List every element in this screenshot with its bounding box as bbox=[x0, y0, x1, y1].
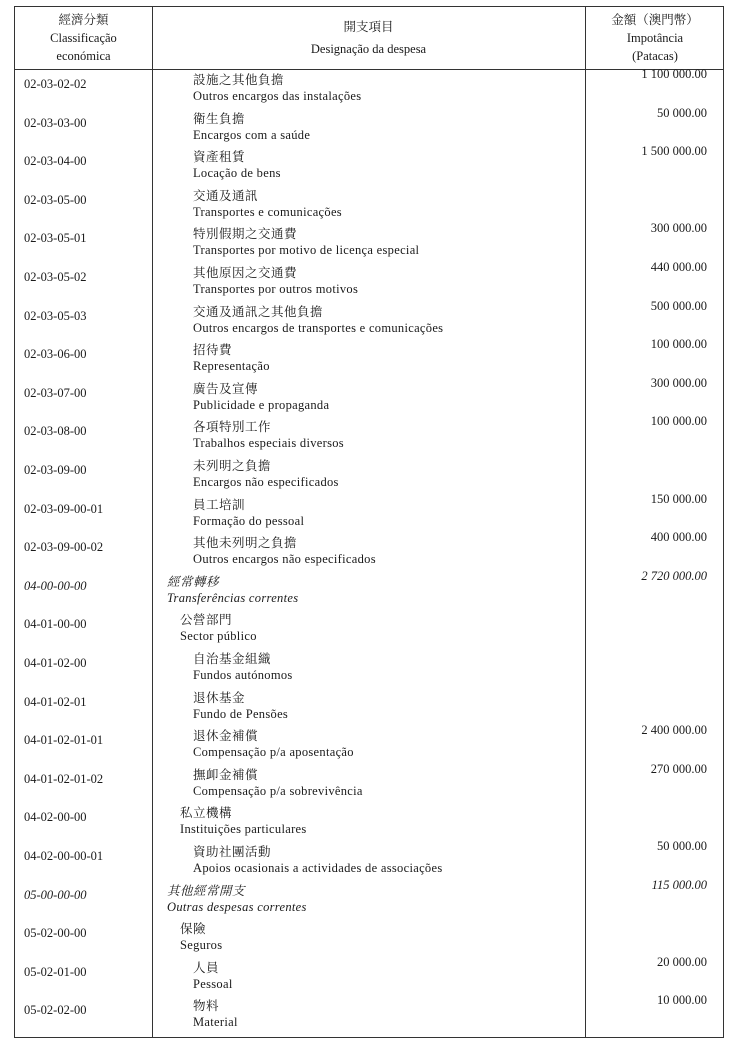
row-designation-zh: 人員 bbox=[193, 960, 220, 975]
row-amount: 50 000.00 bbox=[657, 839, 707, 853]
row-designation-pt: Apoios ocasionais a actividades de associações bbox=[193, 861, 443, 875]
row-designation-pt: Fundo de Pensões bbox=[193, 706, 289, 721]
row-code: 02-03-05-03 bbox=[24, 308, 87, 323]
row-amount: 400 000.00 bbox=[650, 530, 707, 545]
row-designation-zh: 保險 bbox=[180, 922, 207, 937]
table-row bbox=[15, 298, 723, 341]
table-row bbox=[15, 954, 723, 997]
header-designation bbox=[152, 7, 585, 69]
table-row bbox=[15, 839, 723, 881]
row-code: 02-03-02-02 bbox=[24, 77, 87, 91]
row-designation-zh: 員工培訓 bbox=[193, 497, 246, 512]
table-row bbox=[15, 803, 723, 842]
row-designation-zh: 公營部門 bbox=[180, 613, 233, 628]
row-designation-zh: 物料 bbox=[193, 999, 220, 1014]
table-row bbox=[15, 761, 723, 804]
row-amount: 2 400 000.00 bbox=[641, 723, 707, 738]
row-designation-pt: Fundos autónomos bbox=[193, 668, 293, 682]
row-code: 04-02-00-00 bbox=[24, 810, 87, 825]
row-designation-zh: 資產租賃 bbox=[193, 150, 246, 165]
header-designation-zh: 開支項目 bbox=[343, 20, 394, 34]
row-designation-zh: 設施之其他負擔 bbox=[193, 73, 285, 87]
row-designation-pt: Material bbox=[193, 1015, 238, 1030]
row-designation-zh: 資助社團活動 bbox=[193, 845, 272, 859]
header-amount-pt: Impotância bbox=[626, 31, 684, 45]
row-code: 02-03-06-00 bbox=[24, 347, 87, 362]
row-designation-zh: 衛生負擔 bbox=[193, 111, 246, 126]
row-amount: 150 000.00 bbox=[650, 491, 707, 506]
row-amount: 2 720 000.00 bbox=[641, 568, 707, 583]
row-code: 04-01-00-00 bbox=[24, 617, 87, 632]
row-designation-pt: Representação bbox=[193, 359, 270, 374]
header-amount-unit: (Patacas) bbox=[632, 49, 678, 63]
row-code: 02-03-08-00 bbox=[24, 424, 87, 439]
header-classification-pt: Classificação bbox=[50, 31, 117, 45]
table-row bbox=[15, 337, 723, 379]
table-row bbox=[15, 375, 723, 418]
row-amount: 500 000.00 bbox=[650, 298, 707, 313]
row-amount: 10 000.00 bbox=[657, 993, 707, 1008]
row-designation-pt: Sector público bbox=[180, 629, 257, 644]
row-code: 02-03-04-00 bbox=[24, 154, 87, 169]
row-designation-pt: Pessoal bbox=[193, 976, 233, 991]
budget-table bbox=[14, 6, 724, 1038]
row-designation-pt: Compensação p/a sobrevivência bbox=[193, 783, 363, 798]
row-amount: 440 000.00 bbox=[650, 260, 707, 274]
table-row bbox=[15, 491, 723, 534]
header-designation-pt: Designação da despesa bbox=[310, 42, 427, 56]
table-row bbox=[15, 260, 723, 302]
row-designation-zh: 私立機構 bbox=[180, 806, 233, 821]
row-amount: 1 500 000.00 bbox=[641, 144, 707, 159]
table-row bbox=[15, 414, 723, 456]
row-amount: 100 000.00 bbox=[650, 414, 707, 429]
row-code: 02-03-05-01 bbox=[24, 231, 87, 246]
row-code: 05-02-00-00 bbox=[24, 926, 87, 941]
table-row bbox=[15, 877, 723, 920]
table-row bbox=[15, 993, 723, 1035]
header-classification-pt2: económica bbox=[56, 49, 111, 63]
header-amount bbox=[585, 7, 725, 69]
row-designation-pt: Compensação p/a aposentação bbox=[193, 745, 354, 760]
row-amount: 115 000.00 bbox=[651, 877, 707, 892]
row-code: 02-03-09-00-02 bbox=[24, 540, 104, 555]
row-code: 02-03-03-00 bbox=[24, 115, 87, 130]
row-code: 04-01-02-00 bbox=[24, 656, 87, 670]
row-code: 02-03-05-00 bbox=[24, 192, 87, 207]
row-code: 02-03-07-00 bbox=[24, 385, 87, 400]
row-code: 04-01-02-01-01 bbox=[24, 733, 104, 748]
table-row bbox=[15, 67, 723, 109]
table-row bbox=[15, 688, 723, 727]
row-designation-pt: Transportes por motivo de licença especial bbox=[193, 243, 420, 258]
row-designation-zh: 其他未列明之負擔 bbox=[193, 536, 298, 551]
row-designation-zh: 退休基金 bbox=[193, 690, 246, 705]
row-code: 05-02-01-00 bbox=[24, 964, 87, 979]
header-classification bbox=[15, 7, 152, 69]
row-designation-zh: 各項特別工作 bbox=[193, 420, 272, 435]
row-designation-pt: Transportes e comunicações bbox=[193, 204, 342, 219]
row-designation-zh: 未列明之負擔 bbox=[193, 459, 272, 473]
table-row bbox=[15, 221, 723, 263]
table-row bbox=[15, 568, 723, 611]
row-code: 02-03-05-02 bbox=[24, 270, 87, 284]
table-row bbox=[15, 144, 723, 186]
row-amount: 50 000.00 bbox=[657, 105, 707, 120]
row-designation-pt: Locação de bens bbox=[193, 166, 281, 181]
row-amount: 300 000.00 bbox=[650, 375, 707, 390]
table-row bbox=[15, 723, 723, 765]
row-code: 02-03-09-00 bbox=[24, 463, 87, 477]
row-amount: 270 000.00 bbox=[650, 761, 707, 776]
row-designation-pt: Outros encargos não especificados bbox=[193, 552, 376, 567]
table-row bbox=[15, 530, 723, 572]
row-code: 05-00-00-00 bbox=[24, 887, 87, 902]
row-designation-pt: Encargos com a saúde bbox=[193, 127, 311, 142]
table-row bbox=[15, 105, 723, 148]
row-designation-pt: Outras despesas correntes bbox=[167, 899, 307, 914]
row-designation-zh: 特別假期之交通費 bbox=[193, 227, 298, 242]
row-designation-zh: 招待費 bbox=[193, 343, 233, 358]
row-designation-pt: Publicidade e propaganda bbox=[193, 397, 330, 412]
row-designation-zh: 其他原因之交通費 bbox=[193, 266, 298, 280]
header-amount-zh: 金額（澳門幣） bbox=[611, 13, 699, 27]
row-designation-zh: 經常轉移 bbox=[167, 574, 220, 589]
row-code: 04-01-02-01-02 bbox=[24, 771, 104, 786]
row-designation-zh: 交通及通訊之其他負擔 bbox=[193, 304, 324, 319]
row-amount: 20 000.00 bbox=[657, 954, 707, 969]
table-row bbox=[15, 610, 723, 649]
row-designation-zh: 廣告及宣傳 bbox=[193, 381, 259, 396]
row-designation-pt: Transferências correntes bbox=[167, 590, 299, 605]
row-code: 04-02-00-00-01 bbox=[24, 849, 104, 863]
table-row bbox=[15, 649, 723, 688]
row-code: 02-03-09-00-01 bbox=[24, 501, 104, 516]
row-designation-pt: Instituições particulares bbox=[180, 822, 307, 837]
row-designation-zh: 其他經常開支 bbox=[167, 883, 246, 898]
row-designation-pt: Seguros bbox=[180, 938, 223, 953]
header-classification-zh: 經濟分類 bbox=[58, 13, 109, 27]
row-amount: 100 000.00 bbox=[650, 337, 707, 352]
row-designation-pt: Outros encargos das instalações bbox=[193, 89, 362, 103]
table-row bbox=[15, 186, 723, 225]
row-designation-pt: Transportes por outros motivos bbox=[193, 282, 359, 296]
table-row bbox=[15, 456, 723, 495]
row-designation-zh: 交通及通訊 bbox=[193, 188, 259, 203]
row-designation-zh: 自治基金組織 bbox=[193, 652, 272, 666]
row-designation-pt: Trabalhos especiais diversos bbox=[193, 436, 344, 451]
row-code: 04-00-00-00 bbox=[24, 578, 87, 593]
row-amount: 1 100 000.00 bbox=[641, 67, 707, 81]
row-designation-zh: 撫卹金補償 bbox=[193, 767, 259, 782]
row-designation-zh: 退休金補償 bbox=[193, 729, 259, 744]
row-designation-pt: Formação do pessoal bbox=[193, 513, 305, 528]
row-amount: 300 000.00 bbox=[650, 221, 707, 236]
table-row bbox=[15, 919, 723, 958]
row-designation-pt: Outros encargos de transportes e comunicações bbox=[193, 320, 444, 335]
row-designation-pt: Encargos não especificados bbox=[193, 475, 339, 489]
row-code: 05-02-02-00 bbox=[24, 1003, 87, 1018]
row-code: 04-01-02-01 bbox=[24, 694, 87, 709]
